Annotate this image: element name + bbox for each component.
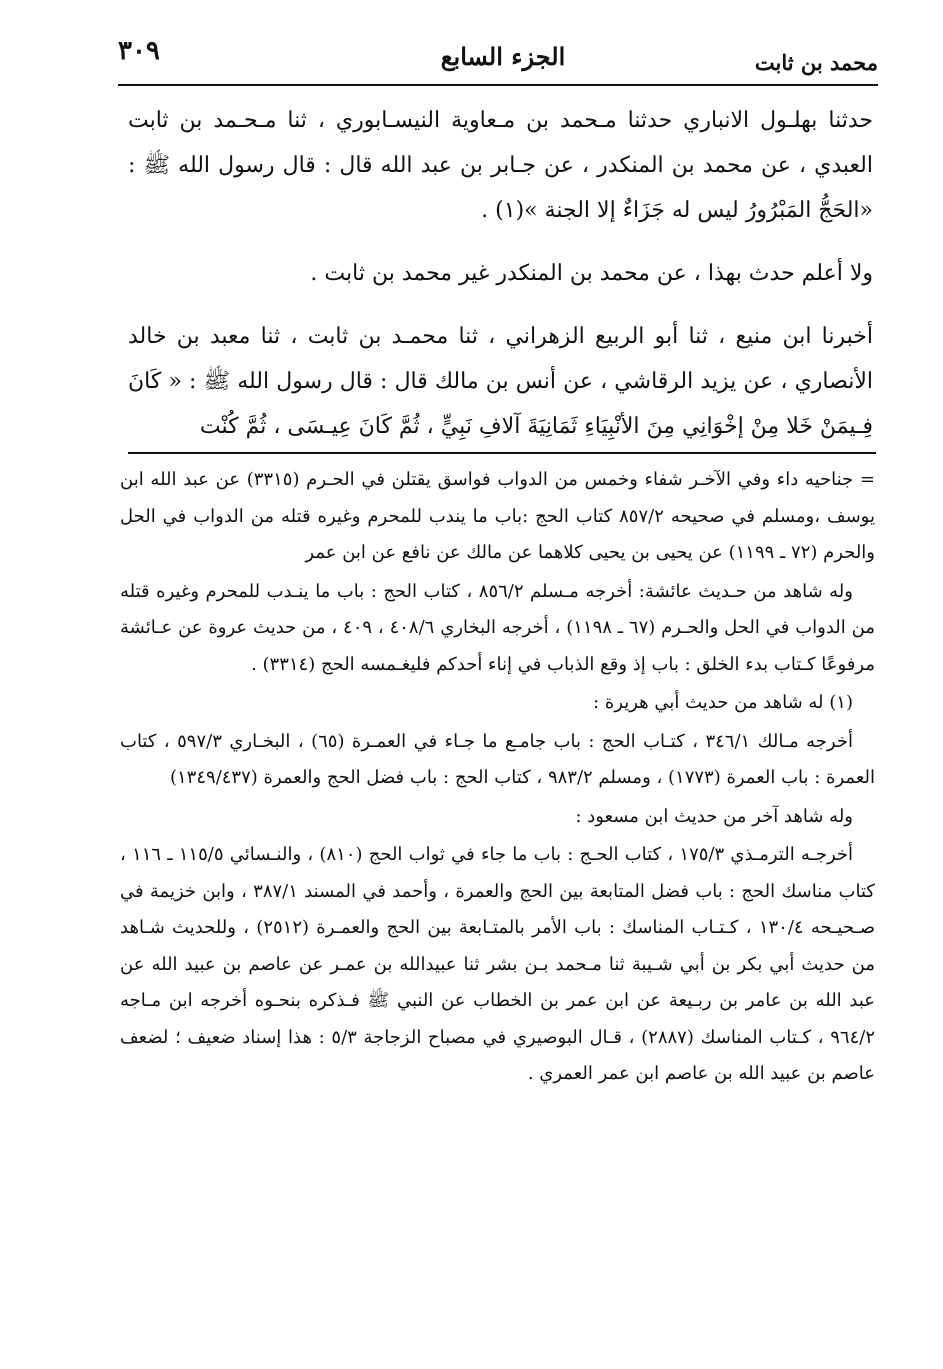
footnote-paragraph: وله شاهد من حـديث عائشة: أخرجه مـسلم ٨٥٦/٢ ، كتاب الحج : باب ما ينـدب للمحرم وغيره قتله من الدواب في الحل والحـرم (٦٧ ـ ١١٩٨) ، أخرجه البخاري ٤٠٨/٦ ، ٤٠٩ ، من حديث عروة عن عـائشة مرفوعًا كـتاب بدء الخلق : باب إذ وقع الذباب في إناء أحدكم فليغـمسه الحج (٣٣١٤) . [120, 580, 875, 675]
footnote-paragraph: أخرجه مـالك ٣٤٦/١ ، كتـاب الحج : باب جامـع ما جـاء في العمـرة (٦٥) ، البخـاري ٥٩٧/٣ ، كتاب العمرة : باب العمرة (١٧٧٣) ، ومسلم ٩٨٣/٢ ، كتاب الحج : باب فضل الحج والعمرة (١٣٤٩/٤٣٧) [120, 730, 875, 788]
footnote-heading: (١) له شاهد من حديث أبي هريرة : [593, 692, 853, 713]
main-text [128, 98, 873, 449]
page-header [118, 36, 878, 82]
footnotes [120, 462, 875, 1093]
footnote-heading: وله شاهد آخر من حديث ابن مسعود : [575, 805, 853, 827]
page-number: ٣٠٩ [118, 36, 160, 66]
main-paragraph: أخبرنا ابن منيع ، ثنا أبو الربيع الزهراني ، ثنا محمـد بن ثابت ، ثنا معبد بن خالد الأنصاري ، عن يزيد الرقاشي ، عن أنس بن مالك قال : قال رسول الله ﷺ : « كَانَ فِـيمَنْ خَلا مِنْ إخْوَانِي مِنَ الأنْبِيَاءِ ثَمَانِيَةَ آلافِ نَبِيٍّ ، ثُمَّ كَانَ عِيـسَى ، ثُمَّ كُنْت [128, 324, 873, 439]
footnote-divider [128, 452, 876, 454]
header-rule [118, 84, 878, 86]
main-paragraph: حدثنا بهلـول الانباري حدثنا مـحمد بن مـعاوية النيسـابوري ، ثنا مـحـمد بن ثابت العبدي ، عن محمد بن المنكدر ، عن جـابر بن عبد الله قال : قال رسول الله ﷺ : «الحَجُّ المَبْرُورُ ليس له جَزَاءٌ إلا الجنة »(١) . [128, 108, 873, 223]
volume-title: الجزء السابع [440, 42, 566, 71]
footnote-paragraph: = جناحيه داء وفي الآخـر شفاء وخمس من الدواب فواسق يقتلن في الحـرم (٣٣١٥) عن عبد الله ابن يوسف ،ومسلم في صحيحه ٨٥٧/٢ كتاب الحج :باب ما يندب للمحرم وغيره قتله من الدواب في الحل والحرم (٧٢ ـ ١١٩٩) عن يحيى بن يحيى كلاهما عن مالك عن نافع عن ابن عمر [120, 469, 875, 563]
main-paragraph: ولا أعلم حدث بهذا ، عن محمد بن المنكدر غير محمد بن ثابت . [310, 261, 873, 286]
running-title: محمد بن ثابت [754, 50, 878, 75]
footnote-paragraph: أخرجـه الترمـذي ١٧٥/٣ ، كتاب الحـج : باب ما جاء في ثواب الحج (٨١٠) ، والنـسائي ١١٥/٥ ـ ١١٦ ، كتاب مناسك الحج : باب فضل المتابعة بين الحج والعمرة ، وأحمد في المسند ٣٨٧/١ ، وابن خزيمة في صـحيـحه ١٣٠/٤ ، كـتـاب المناسك : باب الأمر بالمتـابعة بين الحج والعمـرة (٢٥١٢) ، وللحديث شـاهد من حديث أبي بكر بن أبي شـيبة ثنا مـحمد بـن بشر ثنا عبيدالله بن عمـر عن عاصم بن عبيد الله عن عبد الله بن عامر بن ربـيعة عن ابن عمر بن الخطاب عن النبي ﷺ فـذكره بنحـوه أخرجه ابن مـاجه ٩٦٤/٢ ، كـتاب المناسك (٢٨٨٧) ، قـال البوصيري في مصباح الزجاجة ٥/٣ : هذا إسناد ضعيف ؛ لضعف عاصم بن عبيد الله بن عاصم ابن عمر العمري . [120, 844, 876, 1084]
